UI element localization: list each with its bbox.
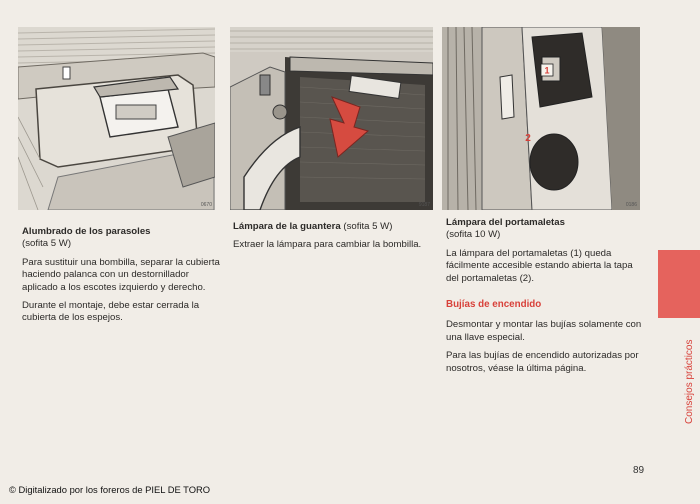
- spark-plugs-heading: Bujías de encendido: [446, 299, 542, 311]
- page-number: 89: [633, 465, 645, 476]
- bulb-spec: (sofita 5 W): [22, 238, 72, 250]
- section-title: Lámpara de la guantera: [233, 221, 341, 232]
- callout-1: 1: [544, 65, 550, 76]
- paragraph: Desmontar y montar las bujías solamente con una llave especial.: [446, 319, 642, 343]
- section-side-label: Consejos prácticos: [684, 339, 695, 424]
- paragraph: Para sustituir una bombilla, separar la cubierta haciendo palanca con un destornillador aplicado a los escotes izquierdo y derecho.: [22, 256, 220, 293]
- figure-code: 9187: [418, 202, 430, 208]
- footer-credit: © Digitalizado por los foreros de PIEL DE TORO: [9, 484, 211, 495]
- paragraph: La lámpara del portamaletas (1) queda fácilmente accesible estando abierta la tapa del portamaletas (2).: [446, 247, 633, 284]
- figure-code: 0670: [200, 202, 212, 208]
- visor-lamp-section: [22, 226, 220, 331]
- trunk-lamp-section: [446, 217, 646, 381]
- trunk-lamp-illustration: [442, 27, 640, 210]
- glovebox-lamp-section: [233, 221, 433, 258]
- figure-code: 0186: [625, 202, 637, 208]
- paragraph: Durante el montaje, debe estar cerrada la cubierta de los espejos.: [22, 300, 200, 324]
- bulb-spec: (sofita 10 W): [446, 229, 501, 241]
- sun-visor-illustration: [18, 27, 215, 210]
- paragraph: Para las bujías de encendido autorizadas por nosotros, véase la última página.: [446, 350, 639, 374]
- section-title: Lámpara del portamaletas: [446, 217, 565, 228]
- glovebox-illustration: [230, 27, 433, 210]
- section-tab-marker: [658, 250, 700, 318]
- paragraph: Extraer la lámpara para cambiar la bombilla.: [233, 239, 422, 251]
- bulb-spec: (sofita 5 W): [343, 221, 393, 232]
- section-title: Alumbrado de los parasoles: [22, 226, 151, 237]
- callout-2: 2: [525, 133, 531, 144]
